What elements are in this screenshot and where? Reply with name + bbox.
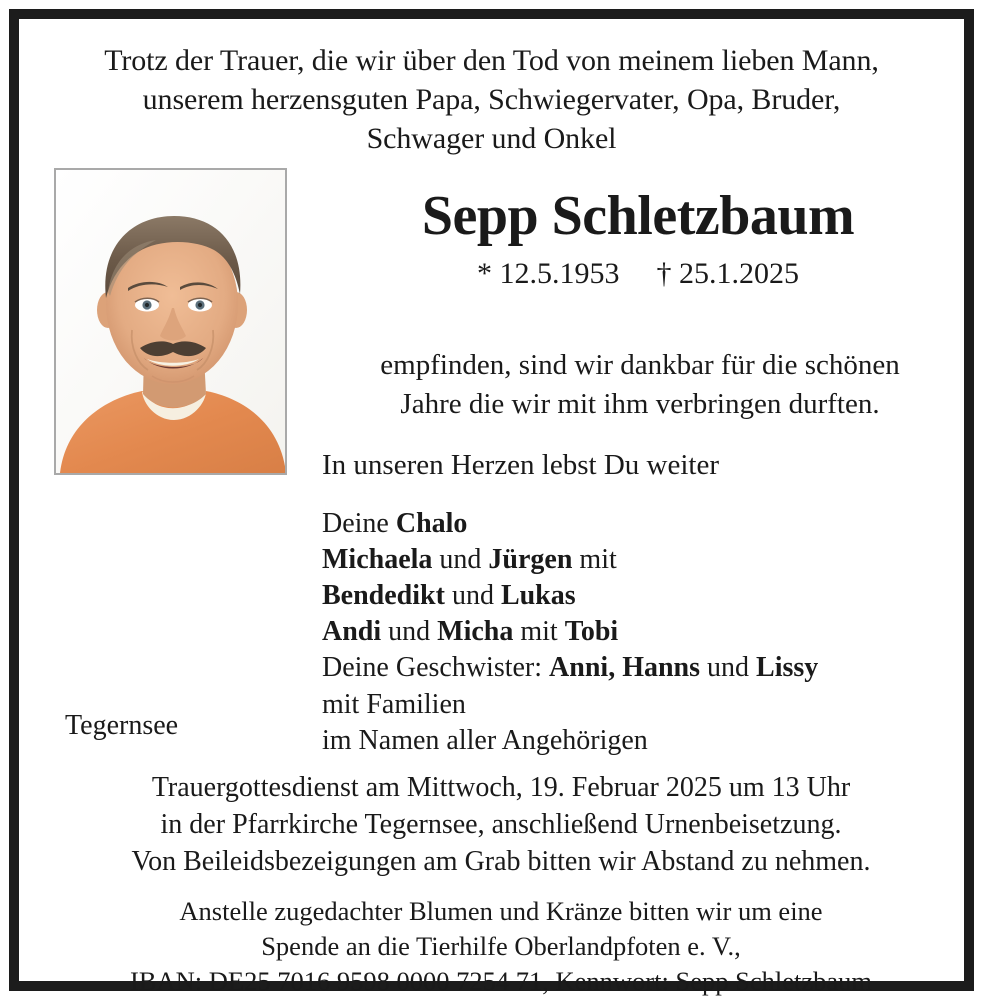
donation-line-1: Anstelle zugedachter Blumen und Kränze bitten wir um eine: [179, 896, 823, 926]
family-name-bold: Micha: [437, 616, 514, 648]
name-and-dates-block: [302, 187, 974, 292]
memory-line: In unseren Herzen lebst Du weiter: [322, 449, 719, 481]
family-line: [322, 687, 818, 723]
birth-star-icon: *: [477, 257, 492, 291]
family-text: Deine Geschwister:: [322, 652, 550, 684]
intro-line-3: Schwager und Onkel: [366, 122, 617, 155]
family-line: [322, 723, 818, 759]
family-line: [322, 506, 818, 542]
family-name-bold: Lukas: [500, 580, 576, 612]
family-name-bold: Jürgen: [488, 544, 573, 576]
donation-iban-line: IBAN: DE25 7016 9598 0000 7254 71, Kennwort: Sepp Schletzbaum: [130, 966, 872, 997]
death-cross-icon: †: [656, 257, 672, 291]
deceased-name: Sepp Schletzbaum: [421, 185, 855, 247]
portrait-photo: [54, 168, 287, 475]
thanks-paragraph: [302, 346, 978, 423]
birth-date: 12.5.1953: [499, 257, 620, 291]
family-text: mit: [572, 544, 617, 576]
donation-organisation: Spende an die Tierhilfe Oberlandpfoten e. V.,: [261, 931, 741, 962]
family-name-bold: Chalo: [395, 508, 468, 539]
family-name-bold: Andi: [322, 616, 382, 648]
portrait-photo-image: [56, 170, 285, 473]
service-line-1: Trauergottesdienst am Mittwoch, 19. Februar 2025 um 13 Uhr: [151, 772, 851, 803]
intro-line-2: unserem herzensguten Papa, Schwiegervater, Opa, Bruder,: [142, 83, 841, 116]
family-name-bold: Michaela: [322, 544, 433, 576]
donation-request: [41, 894, 961, 1000]
death-date: 25.1.2025: [679, 257, 799, 291]
family-text: und: [700, 652, 757, 684]
family-text: im Namen aller Angehörigen: [322, 724, 648, 756]
family-text: Deine: [322, 508, 396, 539]
service-line-2: in der Pfarrkirche Tegernsee, anschließend Urnenbeisetzung.: [160, 809, 842, 841]
family-names-list: [322, 506, 818, 759]
family-text: und: [432, 544, 489, 576]
family-line: [322, 650, 818, 686]
family-name-bold: Tobi: [564, 616, 619, 648]
family-text: und: [444, 580, 501, 612]
intro-line-1: Trotz der Trauer, die wir über den Tod von meinem lieben Mann,: [104, 44, 879, 77]
place-name: Tegernsee: [65, 710, 179, 741]
notice-black-frame: [9, 9, 974, 997]
thanks-line-2: Jahre die wir mit ihm verbringen durften.: [400, 387, 880, 420]
family-text: und: [381, 616, 438, 648]
family-line: [322, 542, 818, 578]
thanks-line-1: empfinden, sind wir dankbar für die schönen: [380, 349, 900, 381]
family-name-bold: Bendedikt: [322, 580, 445, 612]
intro-paragraph: [19, 19, 964, 158]
notice-content: [19, 19, 964, 997]
family-text: mit Familien: [322, 688, 466, 720]
service-line-3: Von Beileidsbezeigungen am Grab bitten wir Abstand zu nehmen.: [131, 846, 871, 878]
family-line: [322, 578, 818, 614]
life-dates: [302, 256, 974, 292]
family-name-bold: Anni, Hanns: [549, 652, 701, 684]
funeral-service-details: [41, 769, 961, 881]
family-line: [322, 614, 818, 650]
family-name-bold: Lissy: [756, 652, 819, 684]
family-text: mit: [513, 616, 565, 648]
